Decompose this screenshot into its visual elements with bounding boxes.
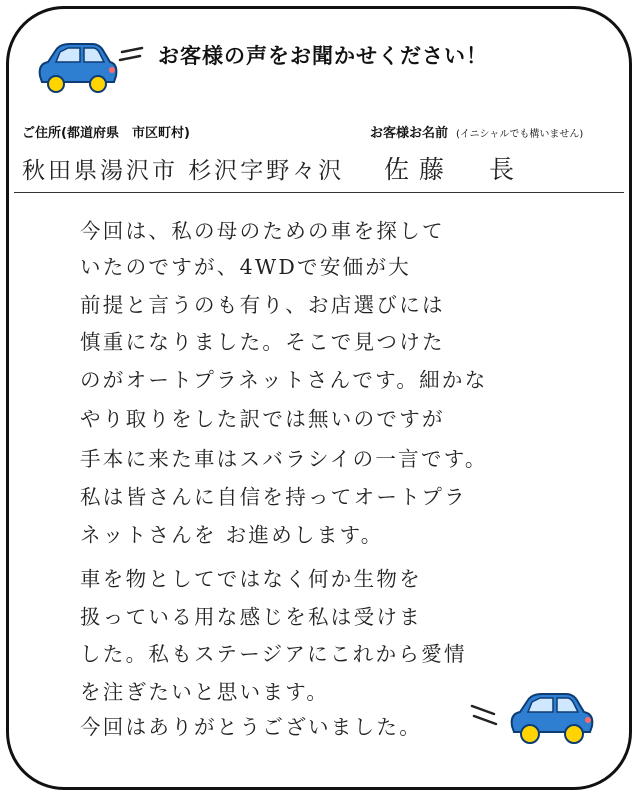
divider: [14, 192, 624, 193]
comment-line: 車を物としてではなく何か生物を: [80, 567, 422, 591]
speed-lines-icon: [116, 46, 146, 76]
comment-line: 私は皆さんに自信を持ってオートプラ: [80, 485, 467, 509]
comment-line: のがオートプラネットさんです。細かな: [80, 368, 488, 392]
comment-line: 慎重になりました。そこで見つけた: [80, 330, 445, 354]
comment-line: した。私もステージアにこれから愛情: [80, 642, 467, 666]
name-note: (イニシャルでも構いません): [456, 129, 584, 140]
address-value: 秋田県湯沢市 杉沢字野々沢: [22, 158, 345, 184]
car-icon: [34, 40, 120, 100]
name-value: 佐藤 長: [384, 155, 525, 184]
address-label: ご住所(都道府県 市区町村): [22, 126, 190, 141]
comment-line: ネットさんを お進めします。: [80, 523, 384, 547]
comment-line: 今回は、私の母のための車を探して: [80, 219, 445, 243]
car-icon: [506, 688, 596, 752]
comment-line: やり取りをした訳では無いのですが: [80, 407, 445, 431]
speed-lines-icon: [468, 700, 504, 734]
comment-line: 手本に来た車はスバラシイの一言です。: [80, 447, 488, 471]
comment-line: 今回はありがとうございました。: [80, 715, 422, 739]
page-title: お客様の声をお聞かせください！: [158, 44, 488, 68]
name-label-text: お客様お名前: [370, 126, 449, 141]
comment-line: いたのですが、4WDで安価が大: [80, 255, 412, 279]
comment-line: を注ぎたいと思います。: [80, 680, 330, 704]
comment-line: 前提と言うのも有り、お店選びには: [80, 293, 445, 317]
name-label: [370, 122, 583, 141]
comment-line: 扱っている用な感じを私は受けま: [80, 605, 422, 629]
